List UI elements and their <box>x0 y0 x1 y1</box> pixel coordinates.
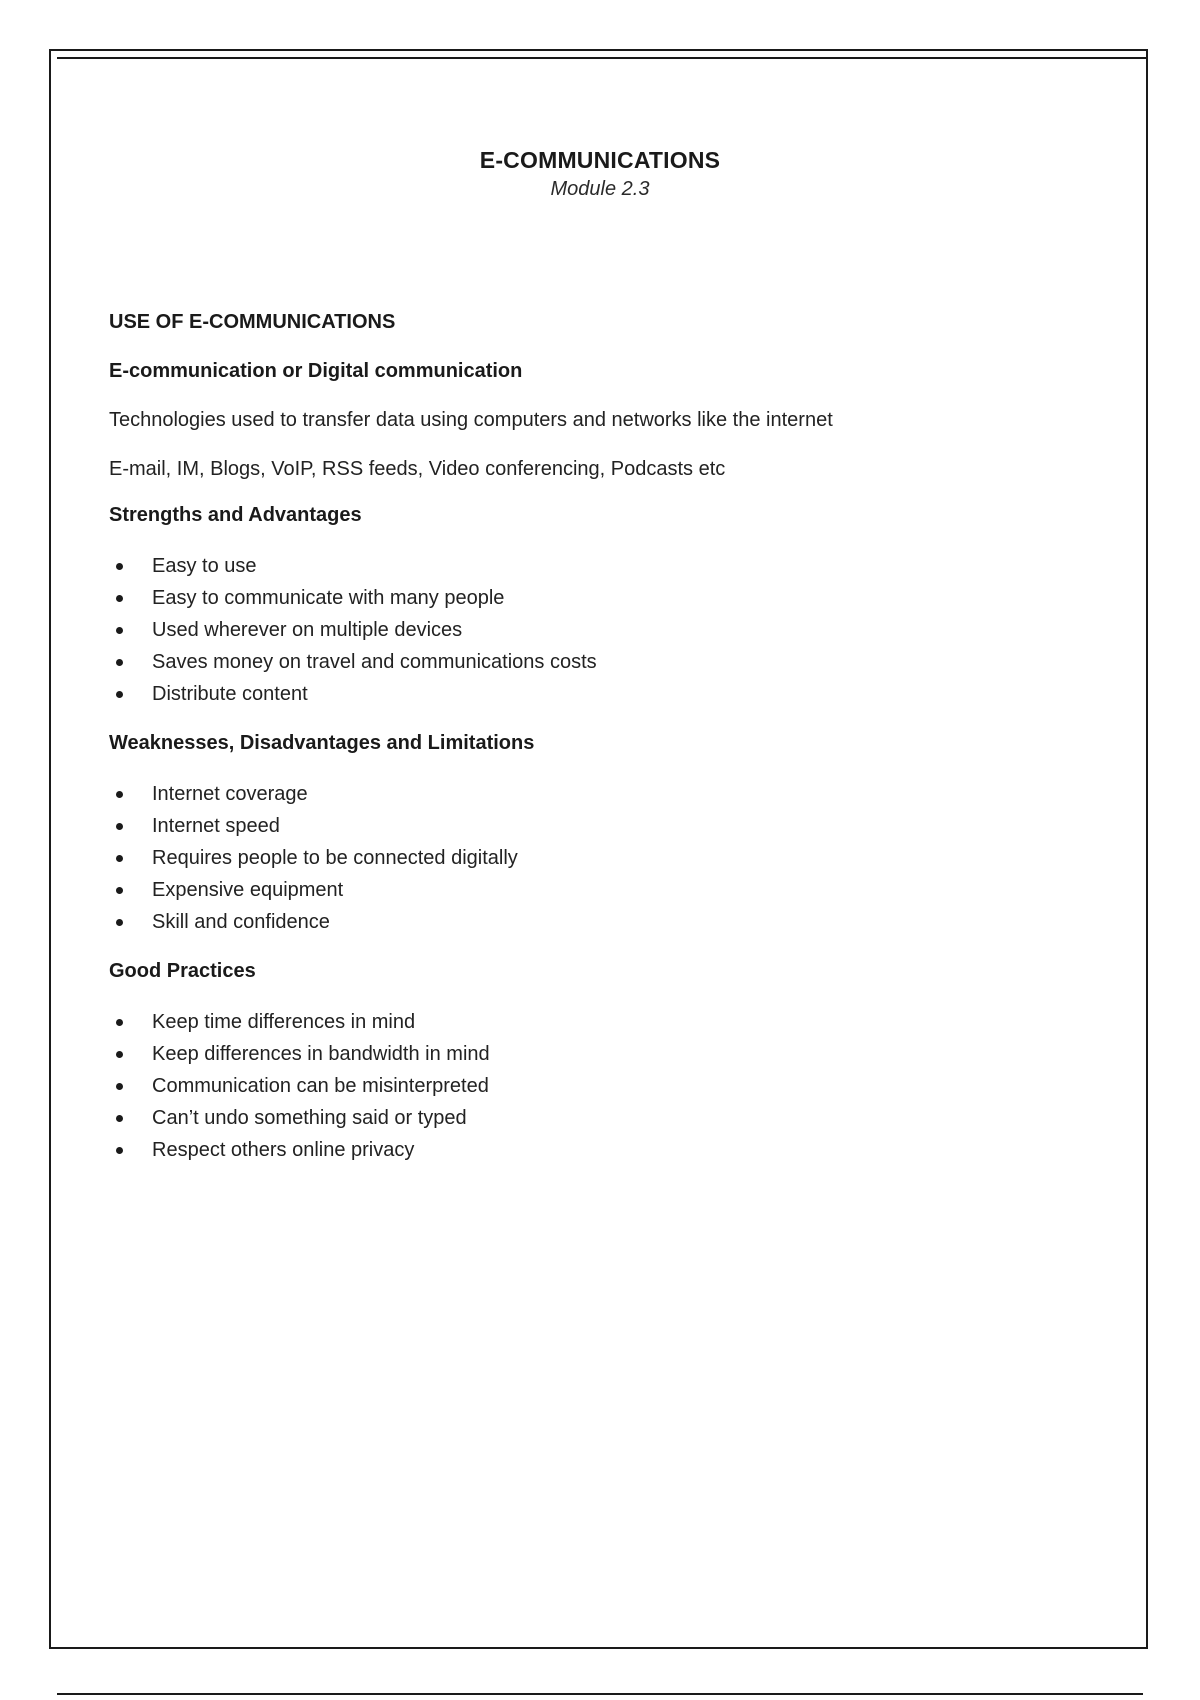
list-item: Internet speed <box>109 810 1109 842</box>
list-item: Saves money on travel and communications costs <box>109 646 1109 678</box>
page-border-top-rule <box>57 57 1146 59</box>
definition-text: Technologies used to transfer data using computers and networks like the internet <box>109 409 833 431</box>
bullet-icon <box>116 563 123 570</box>
document-body <box>109 309 1109 1166</box>
list-item: Requires people to be connected digitally <box>109 842 1109 874</box>
footer-rule <box>57 1693 1143 1695</box>
definition-heading: E-communication or Digital communication <box>109 360 523 382</box>
bullet-icon <box>116 887 123 894</box>
practices-list <box>109 1006 1109 1166</box>
list-item: Can’t undo something said or typed <box>109 1102 1109 1134</box>
strengths-list <box>109 550 1109 710</box>
bullet-icon <box>116 1115 123 1122</box>
practices-heading: Good Practices <box>109 960 256 982</box>
bullet-icon <box>116 823 123 830</box>
list-item: Distribute content <box>109 678 1109 710</box>
list-item: Easy to use <box>109 550 1109 582</box>
bullet-icon <box>116 627 123 634</box>
bullet-icon <box>116 1147 123 1154</box>
bullet-icon <box>116 791 123 798</box>
document-header <box>0 145 1200 203</box>
examples-text: E-mail, IM, Blogs, VoIP, RSS feeds, Video conferencing, Podcasts etc <box>109 458 726 480</box>
use-heading: USE OF E-COMMUNICATIONS <box>109 311 396 333</box>
strengths-heading: Strengths and Advantages <box>109 504 362 526</box>
list-item: Easy to communicate with many people <box>109 582 1109 614</box>
list-item: Skill and confidence <box>109 906 1109 938</box>
document-subtitle: Module 2.3 <box>550 178 650 200</box>
weaknesses-list <box>109 778 1109 938</box>
list-item: Respect others online privacy <box>109 1134 1109 1166</box>
bullet-icon <box>116 691 123 698</box>
bullet-icon <box>116 1083 123 1090</box>
list-item: Used wherever on multiple devices <box>109 614 1109 646</box>
list-item: Internet coverage <box>109 778 1109 810</box>
weaknesses-heading: Weaknesses, Disadvantages and Limitations <box>109 732 535 754</box>
list-item: Expensive equipment <box>109 874 1109 906</box>
bullet-icon <box>116 855 123 862</box>
bullet-icon <box>116 919 123 926</box>
bullet-icon <box>116 1019 123 1026</box>
list-item: Communication can be misinterpreted <box>109 1070 1109 1102</box>
list-item: Keep time differences in mind <box>109 1006 1109 1038</box>
bullet-icon <box>116 595 123 602</box>
document-title: E-COMMUNICATIONS <box>479 147 721 173</box>
bullet-icon <box>116 1051 123 1058</box>
list-item: Keep differences in bandwidth in mind <box>109 1038 1109 1070</box>
bullet-icon <box>116 659 123 666</box>
